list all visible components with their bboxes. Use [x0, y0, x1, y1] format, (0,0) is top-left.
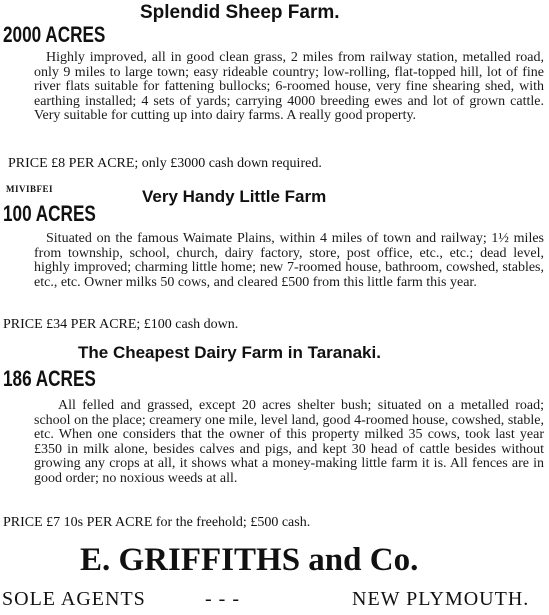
- sole-agents-label: SOLE AGENTS: [2, 588, 146, 610]
- listing-1-heading: Splendid Sheep Farm.: [140, 2, 340, 23]
- listing-2-heading: Very Handy Little Farm: [142, 187, 327, 206]
- location-label: NEW PLYMOUTH.: [352, 588, 530, 610]
- listing-3-acres: 186 ACRES: [3, 366, 96, 391]
- listing-2-body: Situated on the famous Waimate Plains, within 4 miles of town and railway; 1½ miles from township, school, church, dairy factory, store, post office, etc., etc.; dead level, highly improved; charming little home; new 7-roomed house, bathroom, cowshed, stables, etc., etc. Owner milks 50 cows, and cleared £500 from this little farm this year.: [34, 231, 544, 290]
- separator-dashes: - - -: [205, 588, 240, 610]
- listing-1-price: PRICE £8 PER ACRE; only £3000 cash down required.: [8, 156, 322, 171]
- listing-2-acres: 100 ACRES: [3, 201, 96, 226]
- listing-3-price: PRICE £7 10s PER ACRE for the freehold; £500 cash.: [3, 515, 311, 530]
- firm-name: E. GRIFFITHS and Co.: [80, 542, 419, 578]
- listing-1-acres: 2000 ACRES: [3, 22, 106, 47]
- listing-2-price: PRICE £34 PER ACRE; £100 cash down.: [3, 317, 239, 332]
- listing-2-small-label: MIVIBFEI: [6, 184, 54, 194]
- listing-3-body: All felled and grassed, except 20 acres shelter bush; situated on a metalled road; school on the place; creamery one mile, level land, good 4-roomed house, cowshed, stable, etc. When one considers that the owner of this property milked 35 cows, took last year £350 in milk alone, besides calves and pigs, and kept 30 head of cattle besides without growing any crops at all, it shows what a money-making little farm it is. All fences are in good order; no noxious weeds at all.: [34, 398, 544, 486]
- listing-1-body: Highly improved, all in good clean grass, 2 miles from railway station, metalled road, only 9 miles to large town; easy rideable country; low-rolling, flat-topped hill, lot of fine river flats suitable for fattening bullocks; 6-roomed house, very fine shearing shed, with earthing installed; 4 sets of yards; carrying 4000 breeding ewes and lot of grown cattle. Very suitable for cutting up into dairy farms. A really good property.: [34, 50, 544, 124]
- listing-3-heading: The Cheapest Dairy Farm in Taranaki.: [78, 343, 381, 362]
